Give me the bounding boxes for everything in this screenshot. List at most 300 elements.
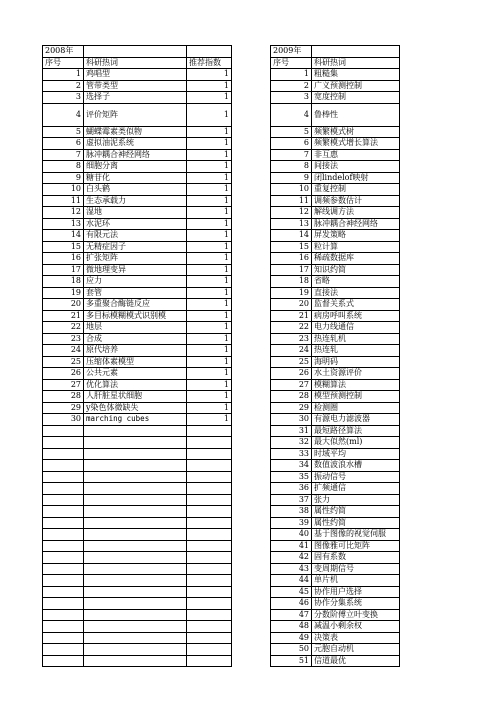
row-index-left xyxy=(43,460,84,472)
row-term-right: 基于图像的视觉伺服 xyxy=(312,529,400,541)
row-score-left: 1 xyxy=(187,356,232,368)
row-index-left xyxy=(43,425,84,437)
table-row xyxy=(43,644,400,656)
row-term-left: 地层 xyxy=(84,322,187,334)
row-term-right: 稀疏数据库 xyxy=(312,253,400,265)
row-score-left xyxy=(187,494,232,506)
row-index-left xyxy=(43,517,84,529)
row-term-left: 选择子 xyxy=(84,92,187,104)
row-term-right: 闭lindelof映射 xyxy=(312,172,400,184)
row-index-left xyxy=(43,621,84,633)
table-row xyxy=(43,195,400,207)
row-term-left: 脉冲耦合神经网络 xyxy=(84,149,187,161)
row-term-right: 振动信号 xyxy=(312,471,400,483)
row-score-left xyxy=(187,563,232,575)
row-index-right: 7 xyxy=(271,149,312,161)
row-score-left xyxy=(187,644,232,656)
row-score-left: 1 xyxy=(187,414,232,426)
row-term-left: 蝴蝶霉素类似物 xyxy=(84,126,187,138)
table-row xyxy=(43,299,400,311)
row-index-left xyxy=(43,655,84,667)
row-score-left xyxy=(187,506,232,518)
row-term-left: 细胞分离 xyxy=(84,161,187,173)
table-row xyxy=(43,230,400,242)
table-row xyxy=(43,138,400,150)
row-index-left: 23 xyxy=(43,333,84,345)
row-score-left: 1 xyxy=(187,207,232,219)
row-index-right: 48 xyxy=(271,621,312,633)
table-row xyxy=(43,586,400,598)
row-term-right: 数值波浪水槽 xyxy=(312,460,400,472)
row-index-left: 21 xyxy=(43,310,84,322)
row-score-left xyxy=(187,425,232,437)
row-term-right: 扩频通信 xyxy=(312,483,400,495)
row-index-right: 18 xyxy=(271,276,312,288)
row-term-right: 信道最优 xyxy=(312,655,400,667)
row-index-left: 22 xyxy=(43,322,84,334)
table-row xyxy=(43,425,400,437)
row-score-left xyxy=(187,517,232,529)
row-score-left: 1 xyxy=(187,253,232,265)
row-index-left: 26 xyxy=(43,368,84,380)
row-term-right: 固有系数 xyxy=(312,552,400,564)
table-row xyxy=(43,402,400,414)
row-index-left xyxy=(43,609,84,621)
table-row xyxy=(43,609,400,621)
row-score-left: 1 xyxy=(187,402,232,414)
row-term-left xyxy=(84,586,187,598)
row-index-left: 20 xyxy=(43,299,84,311)
row-index-left: 13 xyxy=(43,218,84,230)
row-score-left xyxy=(187,621,232,633)
row-index-left xyxy=(43,529,84,541)
row-score-left: 1 xyxy=(187,230,232,242)
row-index-right: 24 xyxy=(271,345,312,357)
table-row xyxy=(43,69,400,81)
table-row xyxy=(43,172,400,184)
header-index-left: 序号 xyxy=(43,57,84,69)
row-score-left: 1 xyxy=(187,161,232,173)
row-term-left: 鸡唱型 xyxy=(84,69,187,81)
row-term-right: 调频参数估计 xyxy=(312,195,400,207)
row-term-left: 生态承载力 xyxy=(84,195,187,207)
year-row xyxy=(43,46,400,58)
row-score-left xyxy=(187,655,232,667)
row-term-right: 频繁模式树 xyxy=(312,126,400,138)
table-row xyxy=(43,471,400,483)
row-index-right: 10 xyxy=(271,184,312,196)
row-index-right: 5 xyxy=(271,126,312,138)
row-index-right: 45 xyxy=(271,586,312,598)
row-term-left: 扩张矩阵 xyxy=(84,253,187,265)
row-term-left: 多目标模糊模式识别模 xyxy=(84,310,187,322)
row-index-right: 28 xyxy=(271,391,312,403)
row-index-right: 2 xyxy=(271,80,312,92)
year-2009: 2009年 xyxy=(271,46,312,58)
row-index-right: 34 xyxy=(271,460,312,472)
row-score-left: 1 xyxy=(187,264,232,276)
row-term-left: 多重聚合酶链反应 xyxy=(84,299,187,311)
row-score-left xyxy=(187,471,232,483)
row-term-left: 优化算法 xyxy=(84,379,187,391)
table-row xyxy=(43,253,400,265)
table-row xyxy=(43,529,400,541)
row-term-left: 管带类型 xyxy=(84,80,187,92)
row-term-left: marching cubes xyxy=(84,414,187,426)
table-row xyxy=(43,80,400,92)
row-index-left xyxy=(43,471,84,483)
row-term-left xyxy=(84,506,187,518)
row-term-left xyxy=(84,460,187,472)
table-row xyxy=(43,448,400,460)
row-index-right: 40 xyxy=(271,529,312,541)
row-term-right: 电力线通信 xyxy=(312,322,400,334)
row-index-right: 33 xyxy=(271,448,312,460)
row-index-right: 20 xyxy=(271,299,312,311)
table-row xyxy=(43,264,400,276)
table-row xyxy=(43,161,400,173)
table-row xyxy=(43,575,400,587)
row-index-left: 27 xyxy=(43,379,84,391)
row-score-left: 1 xyxy=(187,241,232,253)
row-term-right: 单片机 xyxy=(312,575,400,587)
table-row xyxy=(43,632,400,644)
row-score-left: 1 xyxy=(187,218,232,230)
table-row xyxy=(43,414,400,426)
year-2008: 2008年 xyxy=(43,46,84,58)
table-row xyxy=(43,345,400,357)
row-index-right: 50 xyxy=(271,644,312,656)
row-term-left xyxy=(84,621,187,633)
row-term-left: 原代培养 xyxy=(84,345,187,357)
table-row xyxy=(43,598,400,610)
row-term-right: 热连轧 xyxy=(312,345,400,357)
row-term-left xyxy=(84,598,187,610)
row-term-left: 白头鹤 xyxy=(84,184,187,196)
row-index-left xyxy=(43,563,84,575)
row-term-right: 屏发策略 xyxy=(312,230,400,242)
spreadsheet xyxy=(42,45,400,667)
row-score-left: 1 xyxy=(187,287,232,299)
table-row xyxy=(43,287,400,299)
table-row xyxy=(43,379,400,391)
row-term-right: 属性约简 xyxy=(312,517,400,529)
row-term-right: 张力 xyxy=(312,494,400,506)
row-index-right: 1 xyxy=(271,69,312,81)
row-term-right: 脉冲耦合神经网络 xyxy=(312,218,400,230)
row-index-right: 27 xyxy=(271,379,312,391)
row-term-right: 非互惠 xyxy=(312,149,400,161)
row-index-left: 4 xyxy=(43,103,84,126)
row-term-left xyxy=(84,644,187,656)
row-term-right: 广义预测控制 xyxy=(312,80,400,92)
row-index-right: 31 xyxy=(271,425,312,437)
table-row xyxy=(43,92,400,104)
row-score-left: 1 xyxy=(187,149,232,161)
row-term-right: 病房呼叫系统 xyxy=(312,310,400,322)
row-index-right: 15 xyxy=(271,241,312,253)
row-term-left: 套管 xyxy=(84,287,187,299)
table-row xyxy=(43,621,400,633)
row-score-left: 1 xyxy=(187,138,232,150)
row-index-left: 19 xyxy=(43,287,84,299)
row-term-left: 虚拟油泥系统 xyxy=(84,138,187,150)
row-score-left xyxy=(187,448,232,460)
row-index-left: 17 xyxy=(43,264,84,276)
row-index-left: 15 xyxy=(43,241,84,253)
row-index-right: 9 xyxy=(271,172,312,184)
row-term-right: 模型预测控制 xyxy=(312,391,400,403)
row-index-left: 16 xyxy=(43,253,84,265)
row-index-right: 16 xyxy=(271,253,312,265)
row-index-right: 19 xyxy=(271,287,312,299)
row-term-right: 属性约简 xyxy=(312,506,400,518)
row-index-right: 37 xyxy=(271,494,312,506)
row-index-right: 22 xyxy=(271,322,312,334)
row-score-left: 1 xyxy=(187,299,232,311)
row-index-left: 12 xyxy=(43,207,84,219)
row-index-right: 39 xyxy=(271,517,312,529)
row-index-right: 8 xyxy=(271,161,312,173)
row-term-left: 合成 xyxy=(84,333,187,345)
row-term-left: 公共元素 xyxy=(84,368,187,380)
table-row xyxy=(43,276,400,288)
row-term-right: 知识约简 xyxy=(312,264,400,276)
row-term-left xyxy=(84,529,187,541)
row-term-right: 水土资源评价 xyxy=(312,368,400,380)
row-term-left xyxy=(84,437,187,449)
row-term-left: 有限元法 xyxy=(84,230,187,242)
row-index-left: 6 xyxy=(43,138,84,150)
row-term-right: 粒计算 xyxy=(312,241,400,253)
row-term-right: 协作用户选择 xyxy=(312,586,400,598)
row-index-left xyxy=(43,552,84,564)
row-term-right: 鲁棒性 xyxy=(312,103,400,126)
row-term-left: 压缩体素模型 xyxy=(84,356,187,368)
row-term-right: 粗糙集 xyxy=(312,69,400,81)
row-index-right: 32 xyxy=(271,437,312,449)
header-score-left: 推荐指数 xyxy=(187,57,232,69)
row-index-right: 11 xyxy=(271,195,312,207)
table-row xyxy=(43,655,400,667)
row-term-left xyxy=(84,632,187,644)
table-row xyxy=(43,517,400,529)
row-term-left xyxy=(84,425,187,437)
header-term-right: 科研热词 xyxy=(312,57,400,69)
table-body xyxy=(43,46,400,667)
row-term-left: 评价矩阵 xyxy=(84,103,187,126)
row-term-right: 协作分集系统 xyxy=(312,598,400,610)
row-term-right: 模糊算法 xyxy=(312,379,400,391)
row-index-left xyxy=(43,483,84,495)
row-index-right: 43 xyxy=(271,563,312,575)
row-index-left: 2 xyxy=(43,80,84,92)
row-term-right: 时域平均 xyxy=(312,448,400,460)
row-term-left xyxy=(84,575,187,587)
row-index-right: 4 xyxy=(271,103,312,126)
row-term-left xyxy=(84,552,187,564)
row-score-left: 1 xyxy=(187,310,232,322)
row-term-left: 无精症因子 xyxy=(84,241,187,253)
row-score-left: 1 xyxy=(187,126,232,138)
row-term-right: 检测圈 xyxy=(312,402,400,414)
row-score-left: 1 xyxy=(187,333,232,345)
row-index-right: 21 xyxy=(271,310,312,322)
header-term-left: 科研热词 xyxy=(84,57,187,69)
row-score-left xyxy=(187,552,232,564)
row-score-left: 1 xyxy=(187,184,232,196)
row-index-right: 35 xyxy=(271,471,312,483)
row-index-left: 25 xyxy=(43,356,84,368)
table-row xyxy=(43,368,400,380)
row-term-right: 宽度控制 xyxy=(312,92,400,104)
row-index-left: 11 xyxy=(43,195,84,207)
row-term-right: 间接法 xyxy=(312,161,400,173)
row-term-left: y染色体微缺失 xyxy=(84,402,187,414)
table-row xyxy=(43,552,400,564)
row-term-right: 最短路径算法 xyxy=(312,425,400,437)
row-index-right: 44 xyxy=(271,575,312,587)
row-term-right: 元胞自动机 xyxy=(312,644,400,656)
row-index-left: 9 xyxy=(43,172,84,184)
table-row xyxy=(43,126,400,138)
table-row xyxy=(43,460,400,472)
row-term-right: 频繁模式增长算法 xyxy=(312,138,400,150)
table-row xyxy=(43,356,400,368)
row-term-right: 省略 xyxy=(312,276,400,288)
row-index-left xyxy=(43,575,84,587)
row-score-left: 1 xyxy=(187,391,232,403)
row-score-left: 1 xyxy=(187,322,232,334)
row-index-left xyxy=(43,494,84,506)
row-term-left: 微地理变异 xyxy=(84,264,187,276)
row-index-left xyxy=(43,540,84,552)
row-term-right: 重复控制 xyxy=(312,184,400,196)
row-index-right: 23 xyxy=(271,333,312,345)
table-row xyxy=(43,483,400,495)
row-score-left: 1 xyxy=(187,345,232,357)
row-index-left: 28 xyxy=(43,391,84,403)
row-index-left: 5 xyxy=(43,126,84,138)
table-row xyxy=(43,322,400,334)
row-term-right: 变周期信号 xyxy=(312,563,400,575)
row-index-left xyxy=(43,632,84,644)
row-index-right: 30 xyxy=(271,414,312,426)
table-row xyxy=(43,184,400,196)
table-row xyxy=(43,494,400,506)
row-index-left: 18 xyxy=(43,276,84,288)
row-index-right: 14 xyxy=(271,230,312,242)
row-term-left xyxy=(84,540,187,552)
row-index-right: 49 xyxy=(271,632,312,644)
row-score-left xyxy=(187,437,232,449)
row-term-left xyxy=(84,448,187,460)
row-term-right: 有源电力滤波器 xyxy=(312,414,400,426)
table-row xyxy=(43,506,400,518)
row-index-right: 17 xyxy=(271,264,312,276)
table-row xyxy=(43,103,400,126)
row-index-right: 12 xyxy=(271,207,312,219)
row-term-left: 湿地 xyxy=(84,207,187,219)
row-score-left xyxy=(187,575,232,587)
row-index-left: 10 xyxy=(43,184,84,196)
row-term-left: 应力 xyxy=(84,276,187,288)
table-row xyxy=(43,218,400,230)
row-score-left xyxy=(187,632,232,644)
row-index-right: 13 xyxy=(271,218,312,230)
table-row xyxy=(43,333,400,345)
row-term-right: 热连轧机 xyxy=(312,333,400,345)
row-index-left xyxy=(43,586,84,598)
header-index-right: 序号 xyxy=(271,57,312,69)
row-index-left: 14 xyxy=(43,230,84,242)
table-row xyxy=(43,149,400,161)
row-score-left: 1 xyxy=(187,195,232,207)
row-index-left: 7 xyxy=(43,149,84,161)
table-row xyxy=(43,207,400,219)
row-index-right: 46 xyxy=(271,598,312,610)
row-score-left xyxy=(187,483,232,495)
row-index-right: 25 xyxy=(271,356,312,368)
row-index-right: 29 xyxy=(271,402,312,414)
table-row xyxy=(43,310,400,322)
row-index-right: 3 xyxy=(271,92,312,104)
row-index-right: 36 xyxy=(271,483,312,495)
row-index-right: 6 xyxy=(271,138,312,150)
row-index-left: 1 xyxy=(43,69,84,81)
row-index-right: 38 xyxy=(271,506,312,518)
row-score-left: 1 xyxy=(187,368,232,380)
row-score-left: 1 xyxy=(187,172,232,184)
row-score-left xyxy=(187,609,232,621)
row-term-left xyxy=(84,655,187,667)
row-score-left xyxy=(187,529,232,541)
row-index-left: 3 xyxy=(43,92,84,104)
row-index-left xyxy=(43,437,84,449)
row-index-right: 42 xyxy=(271,552,312,564)
table-row xyxy=(43,540,400,552)
row-score-left: 1 xyxy=(187,69,232,81)
table-row xyxy=(43,563,400,575)
row-score-left: 1 xyxy=(187,103,232,126)
table-row xyxy=(43,437,400,449)
row-term-left: 水泥环 xyxy=(84,218,187,230)
row-term-right: 减温小剩余权 xyxy=(312,621,400,633)
row-term-left xyxy=(84,517,187,529)
row-term-right: 监督关系式 xyxy=(312,299,400,311)
row-term-right: 解线调方法 xyxy=(312,207,400,219)
row-index-right: 26 xyxy=(271,368,312,380)
row-index-left: 24 xyxy=(43,345,84,357)
row-term-left: 糖苷化 xyxy=(84,172,187,184)
row-index-left: 8 xyxy=(43,161,84,173)
row-term-right: 决策表 xyxy=(312,632,400,644)
row-term-right: 海明码 xyxy=(312,356,400,368)
table-row xyxy=(43,391,400,403)
row-term-left xyxy=(84,609,187,621)
row-term-right: 直接法 xyxy=(312,287,400,299)
table-row xyxy=(43,241,400,253)
row-index-left: 29 xyxy=(43,402,84,414)
row-term-left xyxy=(84,494,187,506)
row-term-right: 分数阶傅立叶变换 xyxy=(312,609,400,621)
row-index-right: 47 xyxy=(271,609,312,621)
row-index-left xyxy=(43,644,84,656)
row-score-left: 1 xyxy=(187,276,232,288)
row-term-left xyxy=(84,483,187,495)
row-index-left xyxy=(43,448,84,460)
row-term-left xyxy=(84,563,187,575)
